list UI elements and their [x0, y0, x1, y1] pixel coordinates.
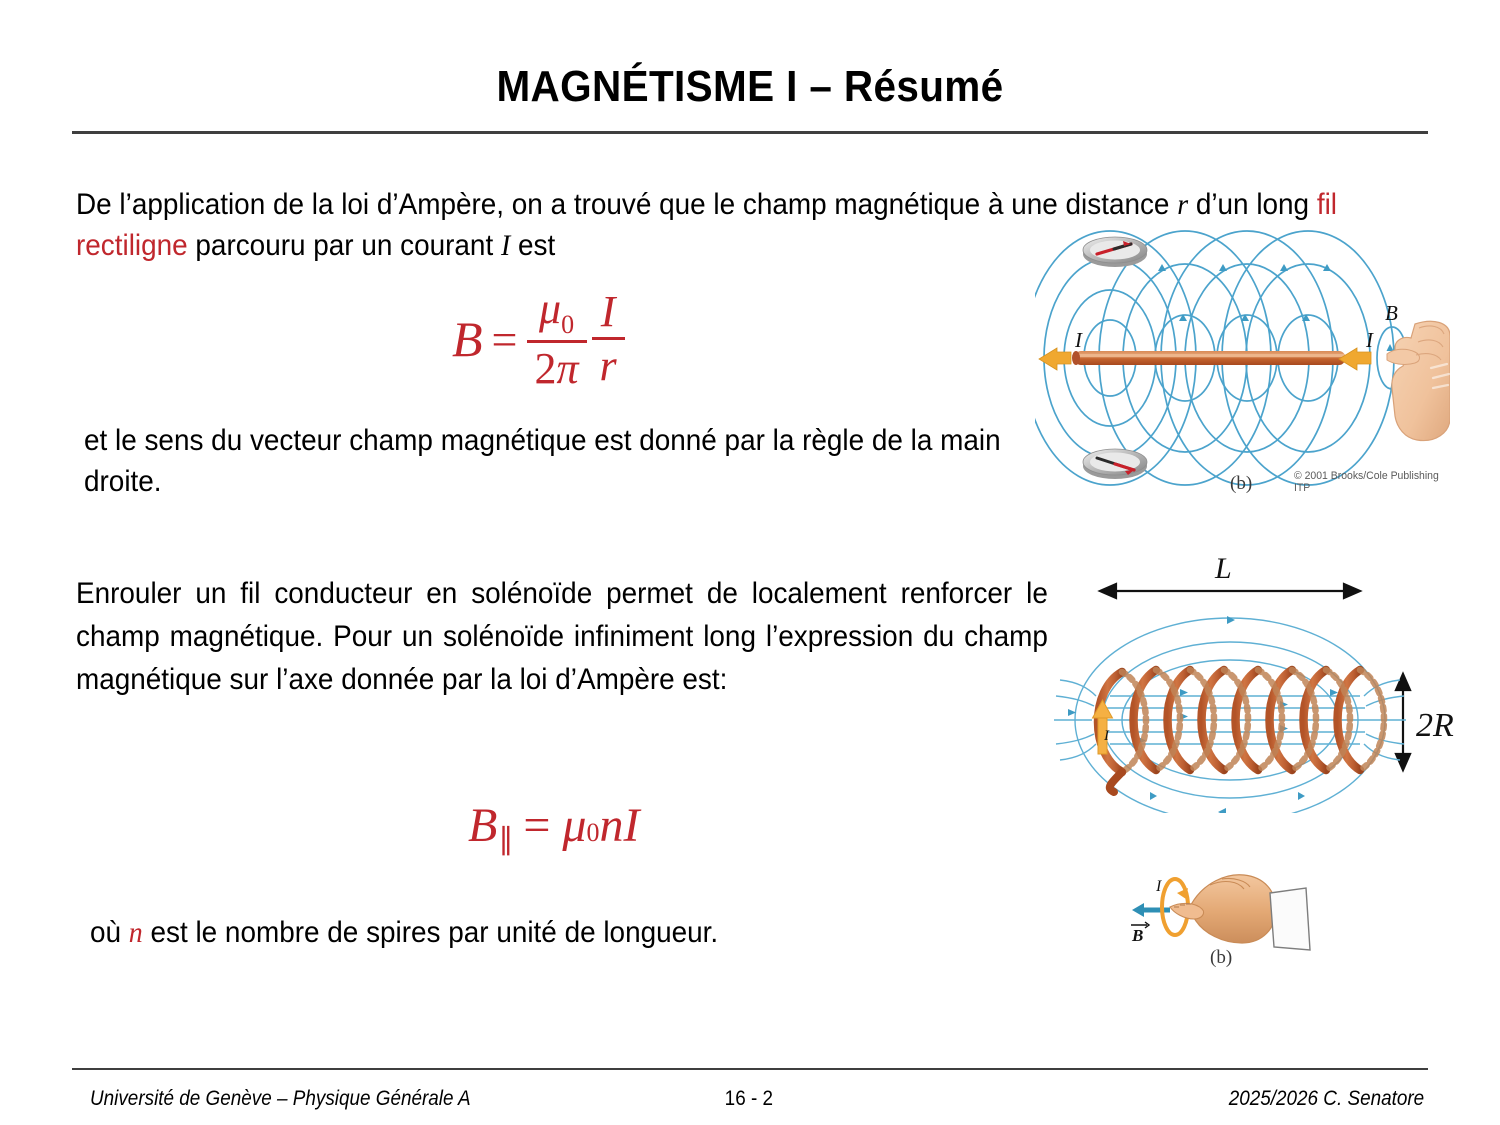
- shirt-cuff: [1270, 888, 1310, 950]
- para1-part-d: est: [510, 229, 556, 262]
- wire-label-B: B: [1385, 301, 1398, 325]
- eq2-mu: μ: [562, 799, 587, 852]
- eq2-n: n: [599, 799, 624, 852]
- figure-right-hand-rule-solenoid: [1130, 855, 1395, 970]
- eq1-two: 2: [534, 344, 557, 394]
- current-carrying-wire: [1072, 351, 1345, 365]
- paragraph-solenoid: Enrouler un fil conducteur en solénoïde permet de localement renforcer le champ magnétique. Pour un solénoïde infiniment long l’expression du champ magnétique sur l’axe donnée par la loi d’Ampère est:: [76, 577, 1048, 696]
- solenoid-wire-leads: [1110, 772, 1122, 792]
- eq1-mu-subscript: 0: [561, 309, 575, 339]
- variable-I: I: [500, 229, 511, 262]
- para1-part-a: De l’application de la loi d’Ampère, on a trouvé que le champ magnétique à une distance: [76, 188, 1178, 221]
- svg-text:B: B: [1132, 926, 1144, 945]
- eq1-lhs: B: [452, 311, 483, 368]
- eq1-numerator-I: I: [600, 286, 616, 336]
- eq1-fraction-mu-over-2pi: [527, 286, 587, 392]
- footer-divider: [72, 1068, 1428, 1070]
- footer-page-number: 16 - 2: [724, 1087, 774, 1110]
- title-divider: [72, 131, 1428, 134]
- paragraph-right-hand-rule: et le sens du vecteur champ magnétique est donné par la règle de la main droite.: [84, 424, 1001, 498]
- footer-author-info: 2025/2026 C. Senatore: [1228, 1087, 1424, 1110]
- radius-dimension-arrow: [1396, 674, 1410, 770]
- solenoid-label-L: L: [1215, 552, 1232, 585]
- eq1-denominator-r: r: [599, 341, 617, 391]
- variable-n: n: [128, 916, 143, 949]
- wire-label-I-left: I: [1075, 328, 1082, 352]
- right-hand-illustration: [1387, 321, 1450, 440]
- fist-illustration: [1170, 875, 1310, 950]
- eq1-fraction-I-over-r: [592, 286, 625, 391]
- hand-figure-caption: (b): [1210, 947, 1233, 968]
- eq2-lhs: B: [468, 799, 498, 852]
- equation-b-field-solenoid: [468, 798, 640, 856]
- eq2-equals: =: [523, 799, 551, 852]
- solenoid-label-2R: 2R: [1416, 707, 1454, 744]
- length-dimension-arrow: [1100, 584, 1360, 598]
- eq1-mu: μ: [538, 284, 562, 333]
- para4-part-a: où: [90, 916, 129, 949]
- b-vector-label: [1131, 922, 1149, 945]
- wire-label-I-right: I: [1366, 328, 1373, 352]
- eq2-I: I: [623, 799, 640, 852]
- equation-b-field-wire: [452, 286, 625, 392]
- wire-figure-caption: (b): [1230, 473, 1253, 494]
- solenoid-label-I: I: [1104, 728, 1109, 744]
- footer-course-info: Université de Genève – Physique Générale A: [90, 1087, 471, 1110]
- eq2-mu-subscript: 0: [586, 818, 600, 847]
- wire-figure-credit: © 2001 Brooks/Cole Publishing ITP: [1294, 470, 1439, 494]
- eq1-pi: π: [556, 344, 579, 394]
- page-title: MAGNÉTISME I – Résumé: [496, 62, 1004, 111]
- variable-r: r: [1177, 188, 1189, 221]
- hand-label-I: I: [1156, 878, 1162, 895]
- para1-part-c: parcouru par un courant: [187, 229, 501, 262]
- eq1-denominator-2pi: [527, 343, 587, 392]
- figure-straight-wire-magnetic-field: [1035, 218, 1450, 503]
- eq2-parallel-subscript: ∥: [498, 823, 513, 856]
- compass-top: [1083, 237, 1147, 267]
- eq1-equals: =: [491, 313, 518, 365]
- paragraph-n-definition: [90, 912, 853, 953]
- para1-part-b: d’un long: [1188, 188, 1317, 221]
- eq1-numerator-mu0: [531, 286, 582, 340]
- para4-part-b: est le nombre de spires par unité de longueur.: [142, 916, 719, 949]
- compass-bottom: [1083, 449, 1147, 479]
- highlight-fil-rectiligne: fil rectiligne: [76, 188, 1337, 262]
- figure-solenoid-magnetic-field: [1030, 548, 1470, 813]
